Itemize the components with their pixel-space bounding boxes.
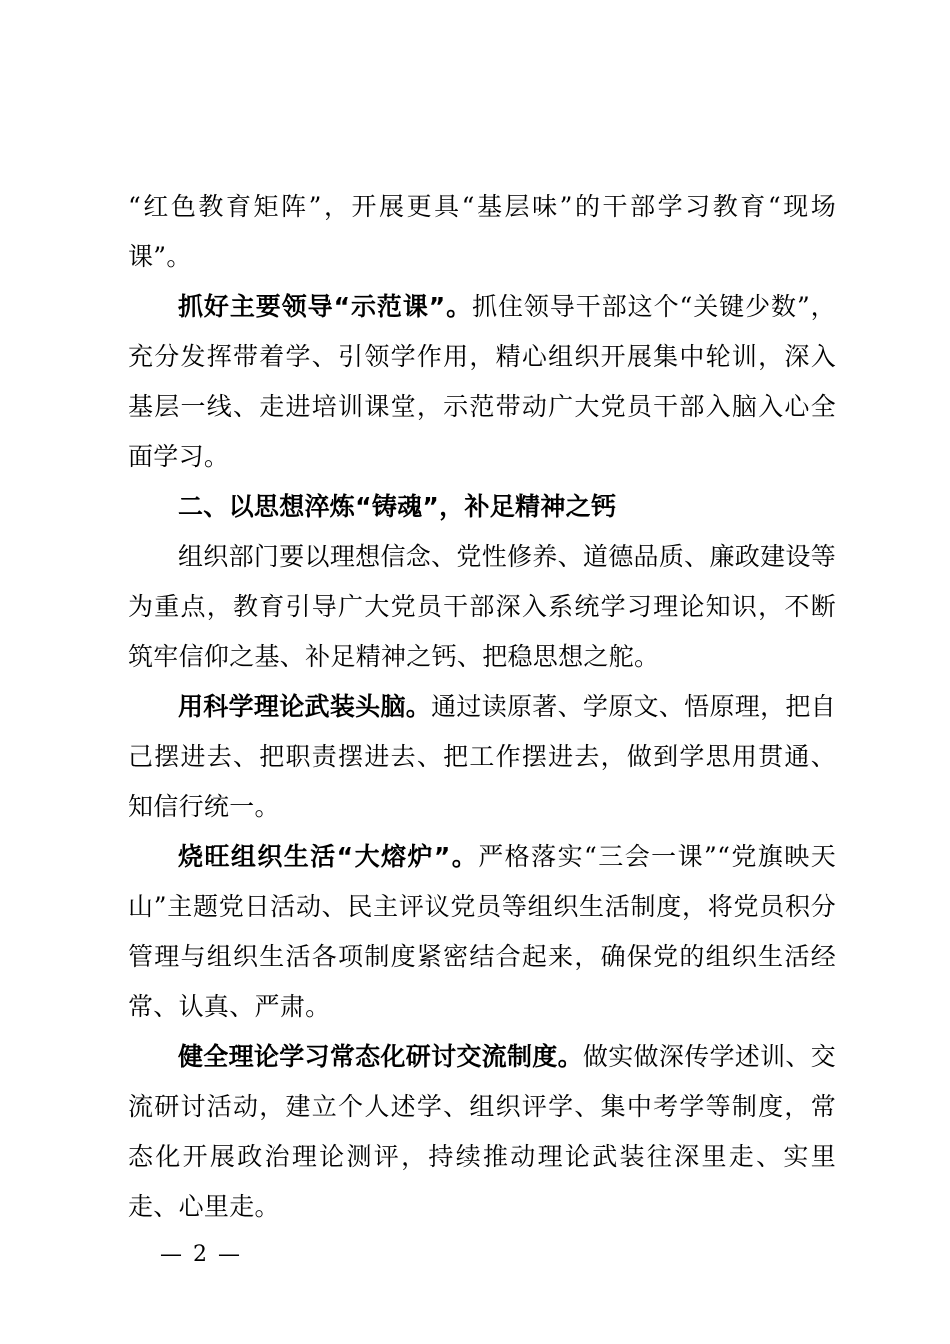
paragraph-theory-arming (128, 682, 836, 832)
paragraph-text: 严格落实“三会一课”“党旗映天山”主题党日活动、民主评议党员等组织生活制度，将党员积分管理与组织生活各项制度紧密结合起来，确保党的组织生活经常、认真、严肃。 (128, 842, 836, 1021)
paragraph-text: “红色教育矩阵”，开展更具“基层味”的干部学习教育“现场课”。 (128, 192, 836, 271)
section-heading: 二、以思想淬炼“铸魂”，补足精神之钙 (178, 492, 617, 521)
page-number: — 2 — (160, 1242, 242, 1267)
paragraph-lead: 用科学理论武装头脑。 (178, 692, 432, 721)
paragraph-lead: 抓好主要领导“示范课”。 (178, 292, 473, 321)
paragraph-lead: 烧旺组织生活“大熔炉”。 (178, 842, 479, 871)
document-body (128, 182, 836, 1232)
paragraph-text: 做实做深传学述训、交流研讨活动，建立个人述学、组织评学、集中考学等制度，常态化开展政治理论测评，持续推动理论武装往深里走、实里走、心里走。 (128, 1042, 836, 1221)
paragraph-continuation (128, 182, 836, 282)
paragraph-section-intro (128, 532, 836, 682)
paragraph-text: 抓住领导干部这个“关键少数”，充分发挥带着学、引领学作用，精心组织开展集中轮训，深入基层一线、走进培训课堂，示范带动广大党员干部入脑入心全面学习。 (128, 292, 836, 471)
paragraph-organization-life (128, 832, 836, 1032)
paragraph-text: 组织部门要以理想信念、党性修养、道德品质、廉政建设等为重点，教育引导广大党员干部深入系统学习理论知识，不断筑牢信仰之基、补足精神之钙、把稳思想之舵。 (128, 542, 836, 671)
paragraph-study-system (128, 1032, 836, 1232)
paragraph-lead: 健全理论学习常态化研讨交流制度。 (178, 1042, 583, 1071)
paragraph-text: 通过读原著、学原文、悟原理，把自己摆进去、把职责摆进去、把工作摆进去，做到学思用贯通、知信行统一。 (128, 692, 836, 821)
paragraph-leaders-demo-class (128, 282, 836, 482)
